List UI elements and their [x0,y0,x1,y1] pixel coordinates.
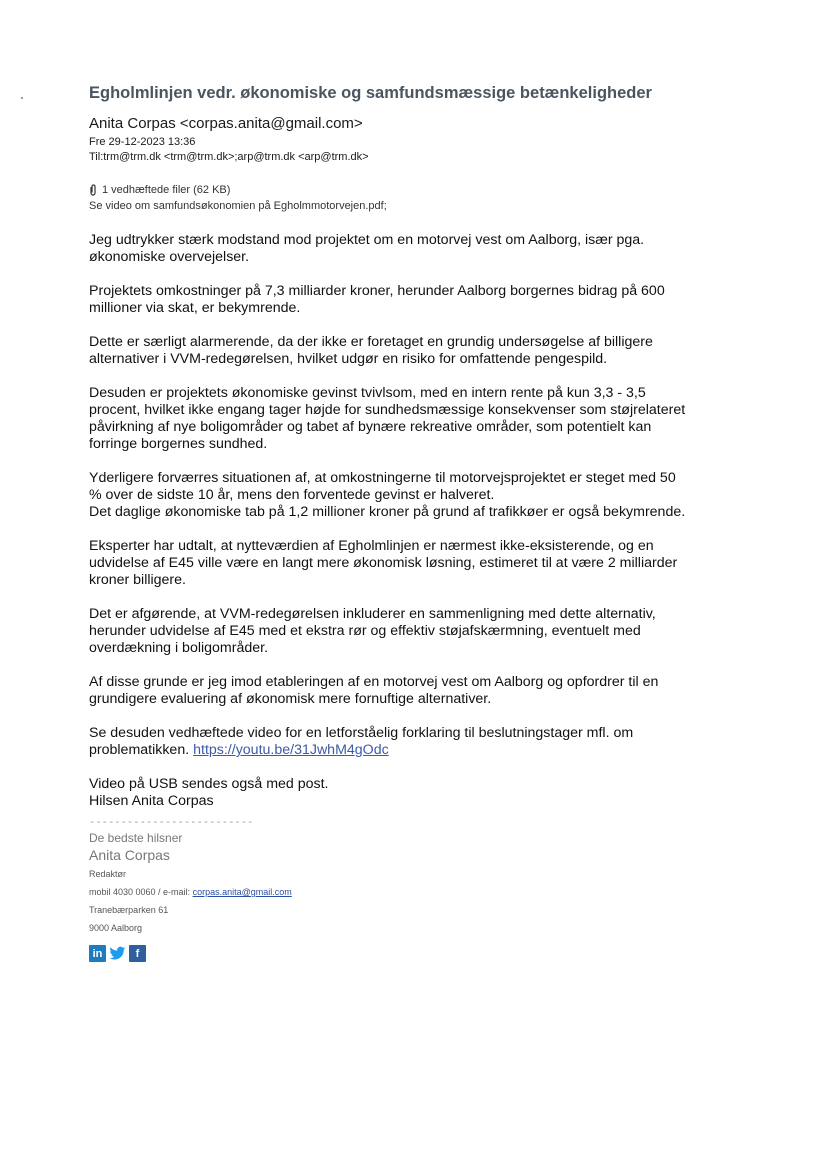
body-line-with-link [89,742,749,759]
attachment-summary: 1 vedhæftede filer (62 KB) [102,184,231,196]
body-line: Det er afgørende, at VVM-redegørelsen inkluderer en sammenligning med dette alternativ, [89,606,656,622]
body-paragraph-6 [89,538,749,589]
signature-title: Redaktør [89,869,127,879]
signature-contact [89,887,749,897]
signature-name: Anita Corpas [89,847,170,863]
closing-usb-note: Video på USB sendes også med post. [89,776,329,792]
body-line: herunder udvidelse af E45 med et ekstra rør og effektiv støjafskærmning, eventuelt med [89,623,641,639]
email-subject: Egholmlinjen vedr. økonomiske og samfundsmæssige betænkeligheder [89,84,652,102]
facebook-icon[interactable]: f [129,945,146,962]
twitter-icon[interactable] [109,945,126,962]
body-paragraph-8 [89,674,749,708]
body-paragraph-7 [89,606,749,657]
body-line: kroner billigere. [89,572,186,588]
youtube-video-link[interactable]: https://youtu.be/31JwhM4gOdc [193,742,389,758]
email-date: Fre 29-12-2023 13:36 [89,136,196,148]
linkedin-icon[interactable]: in [89,945,106,962]
signature-greeting: De bedste hilsner [89,831,183,845]
email-recipients: Til:trm@trm.dk <trm@trm.dk>;arp@trm.dk <arp@trm.dk> [89,151,369,163]
body-line: Projektets omkostninger på 7,3 milliarder kroner, herunder Aalborg borgernes bidrag på 600 [89,283,665,299]
signature-contact-prefix: mobil 4030 0060 / e-mail: [89,887,191,897]
body-line: påvirkning af nye boligområder og tabet af bynære rekreative områder, som potentielt kan [89,419,652,435]
body-line: Desuden er projektets økonomiske gevinst tvivlsom, med en intern rente på kun 3,3 - 3,5 [89,385,646,401]
body-line: Eksperter har udtalt, at nytteværdien af Egholmlinjen er nærmest ikke-eksisterende, og en [89,538,654,554]
signature-divider: -------------------------- [89,816,254,828]
body-line: alternativer i VVM-redegørelsen, hvilket udgør en risiko for omfattende pengespild. [89,351,608,367]
signature-street: Tranebærparken 61 [89,905,169,915]
body-line: grundigere evaluering af økonomisk mere fornuftige alternativer. [89,691,492,707]
body-line: millioner via skat, er bekymrende. [89,300,301,316]
body-paragraph-3 [89,334,749,368]
body-paragraph-4 [89,385,749,453]
body-paragraph-9 [89,725,749,759]
body-line: udvidelse af E45 ville være en langt mere økonomisk løsning, estimeret til at være 2 milliarder [89,555,678,571]
body-line: % over de sidste 10 år, mens den forventede gevinst er halveret. [89,487,495,503]
body-line: Se desuden vedhæftede video for en letforståelig forklaring til beslutningstager mfl. om [89,725,634,741]
body-line: forringe borgernes sundhed. [89,436,268,452]
email-content [89,84,749,962]
body-line: procent, hvilket ikke engang tager højde for sundhedsmæssige konsekvenser som støjrelateret [89,402,686,418]
closing-greeting: Hilsen Anita Corpas [89,793,214,809]
attachment-summary-row[interactable] [89,184,749,196]
body-line: økonomiske overvejelser. [89,249,250,265]
attachment-file-name[interactable]: Se video om samfundsøkonomien på Egholmmotorvejen.pdf; [89,200,387,212]
scan-speck [21,97,23,99]
signature-email-link[interactable]: corpas.anita@gmail.com [192,887,292,897]
body-line: Det daglige økonomiske tab på 1,2 millioner kroner på grund af trafikkøer er også bekymrende. [89,504,686,520]
email-sender: Anita Corpas <corpas.anita@gmail.com> [89,115,363,132]
body-line: Jeg udtrykker stærk modstand mod projektet om en motorvej vest om Aalborg, især pga. [89,232,645,248]
social-links [89,945,749,962]
signature-city: 9000 Aalborg [89,923,143,933]
body-paragraph-5 [89,470,749,521]
body-text: problematikken. [89,742,190,758]
body-line: Af disse grunde er jeg imod etableringen af en motorvej vest om Aalborg og opfordrer til en [89,674,659,690]
body-line: Dette er særligt alarmerende, da der ikke er foretaget en grundig undersøgelse af billigere [89,334,653,350]
body-line: overdækning i boligområder. [89,640,269,656]
body-paragraph-1 [89,232,749,266]
paperclip-icon [89,184,97,196]
body-paragraph-2 [89,283,749,317]
body-line: Yderligere forværres situationen af, at omkostningerne til motorvejsprojektet er steget med 50 [89,470,676,486]
